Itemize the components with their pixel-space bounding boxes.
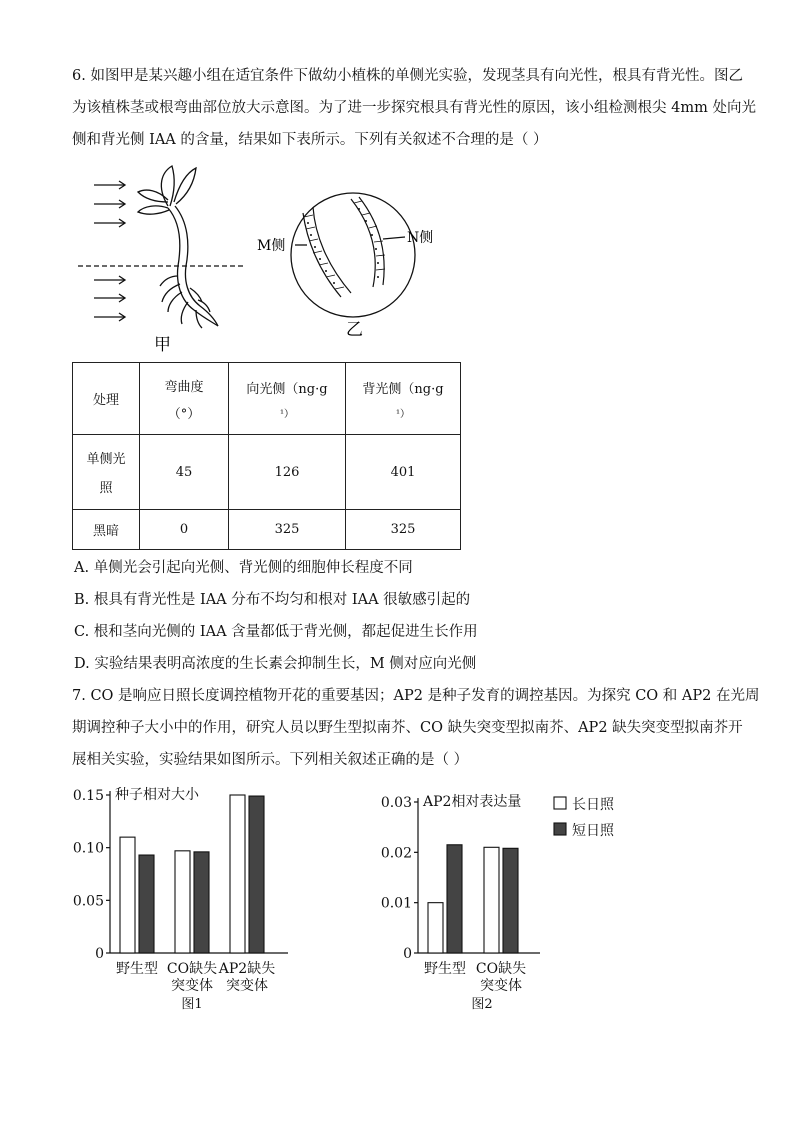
category-label: 野生型	[116, 961, 158, 977]
q6-option-c: C. 根和茎向光侧的 IAA 含量都低于背光侧，都起促进生长作用	[74, 624, 478, 640]
q6-line-2: 为该植株茎或根弯曲部位放大示意图。为了进一步探究根具有背光性的原因，该小组检测根尖 4mm 处向光	[72, 100, 756, 116]
m-side-label: M侧	[257, 238, 286, 254]
cell-bend: 0	[140, 510, 229, 550]
figure-caption: 图1	[181, 997, 203, 1012]
fig-jia-label: 甲	[154, 335, 171, 355]
category-label: AP2缺失	[218, 961, 276, 977]
plant-seedling-figure	[72, 160, 262, 355]
header-lit-side: 向光侧（ng·g ¹）	[229, 363, 346, 435]
y-tick-label: 0.10	[72, 840, 104, 857]
iaa-table	[72, 362, 461, 550]
legend-label: 短日照	[572, 823, 614, 839]
cell-lit: 126	[229, 435, 346, 510]
y-tick-label: 0	[95, 946, 104, 962]
cell-lit: 325	[229, 510, 346, 550]
q7-line-2: 期调控种子大小中的作用，研究人员以野生型拟南芥、CO 缺失突变型拟南芥、AP2 缺失突变型拟南芥开	[72, 720, 743, 736]
category-label: 野生型	[424, 961, 466, 977]
y-tick-label: 0.02	[380, 845, 412, 862]
chart-title: 种子相对大小	[115, 787, 199, 803]
leaf-icon	[138, 206, 169, 214]
table-row	[73, 435, 461, 510]
y-tick-label: 0.15	[72, 788, 104, 804]
y-tick-label: 0.05	[72, 893, 104, 910]
y-tick-label: 0.03	[380, 795, 412, 811]
cell-shade: 325	[346, 510, 461, 550]
light-arrow-icon	[94, 219, 125, 227]
bar	[120, 837, 135, 953]
seed-size-chart	[70, 785, 310, 1020]
n-side-label: N侧	[407, 230, 434, 246]
legend-swatch	[554, 823, 566, 835]
fig-yi-label: 乙	[346, 320, 363, 340]
y-tick-label: 0.01	[380, 895, 412, 912]
leaf-icon	[138, 190, 168, 202]
light-arrow-icon	[94, 294, 125, 302]
category-label: CO缺失	[166, 961, 218, 977]
header-bend: 弯曲度 （°）	[140, 363, 229, 435]
cell-treatment: 黑暗	[73, 510, 140, 550]
bar	[503, 848, 518, 953]
bar	[194, 852, 209, 953]
magnified-section-figure	[255, 183, 460, 343]
category-label: 突变体	[480, 978, 522, 994]
y-tick-label: 0	[403, 946, 412, 962]
q6-line-1: 6. 如图甲是某兴趣小组在适宜条件下做幼小植株的单侧光实验，发现茎具有向光性，根具有背光性。图乙	[72, 68, 743, 84]
q6-option-a: A. 单侧光会引起向光侧、背光侧的细胞伸长程度不同	[74, 560, 413, 576]
category-label: 突变体	[171, 978, 213, 994]
bar	[230, 795, 245, 953]
q6-line-3: 侧和背光侧 IAA 的含量，结果如下表所示。下列有关叙述不合理的是（ ）	[72, 132, 548, 148]
table-row	[73, 510, 461, 550]
light-arrow-icon	[94, 276, 125, 284]
leaf-icon	[174, 168, 196, 204]
cell-treatment: 单侧光 照	[73, 435, 140, 510]
q7-line-3: 展相关实验，实验结果如图所示。下列相关叙述正确的是（ ）	[72, 752, 469, 768]
q6-option-b: B. 根具有背光性是 IAA 分布不均匀和根对 IAA 很敏感引起的	[74, 592, 471, 608]
q7-line-1: 7. CO 是响应日照长度调控植物开花的重要基因；AP2 是种子发育的调控基因。为探究 CO 和 AP2 在光周	[72, 688, 760, 704]
cell-bend: 45	[140, 435, 229, 510]
table-header-row	[73, 363, 461, 435]
chart-title: AP2相对表达量	[423, 794, 522, 810]
q6-option-d: D. 实验结果表明高浓度的生长素会抑制生长，M 侧对应向光侧	[74, 656, 477, 672]
bar	[175, 851, 190, 953]
bar	[139, 855, 154, 953]
bar	[249, 796, 264, 953]
light-arrow-icon	[94, 313, 125, 321]
header-shade-side: 背光侧（ng·g ¹）	[346, 363, 461, 435]
light-arrow-icon	[94, 200, 125, 208]
legend-label: 长日照	[572, 797, 614, 813]
figure-caption: 图2	[471, 997, 493, 1012]
bar	[484, 847, 499, 953]
cell-shade: 401	[346, 435, 461, 510]
category-label: 突变体	[226, 978, 268, 994]
bar	[447, 845, 462, 953]
light-arrow-icon	[94, 181, 125, 189]
legend-swatch	[554, 797, 566, 809]
category-label: CO缺失	[475, 961, 527, 977]
ap2-expression-chart	[380, 785, 640, 1020]
header-treatment: 处理	[73, 363, 140, 435]
bar	[428, 903, 443, 953]
